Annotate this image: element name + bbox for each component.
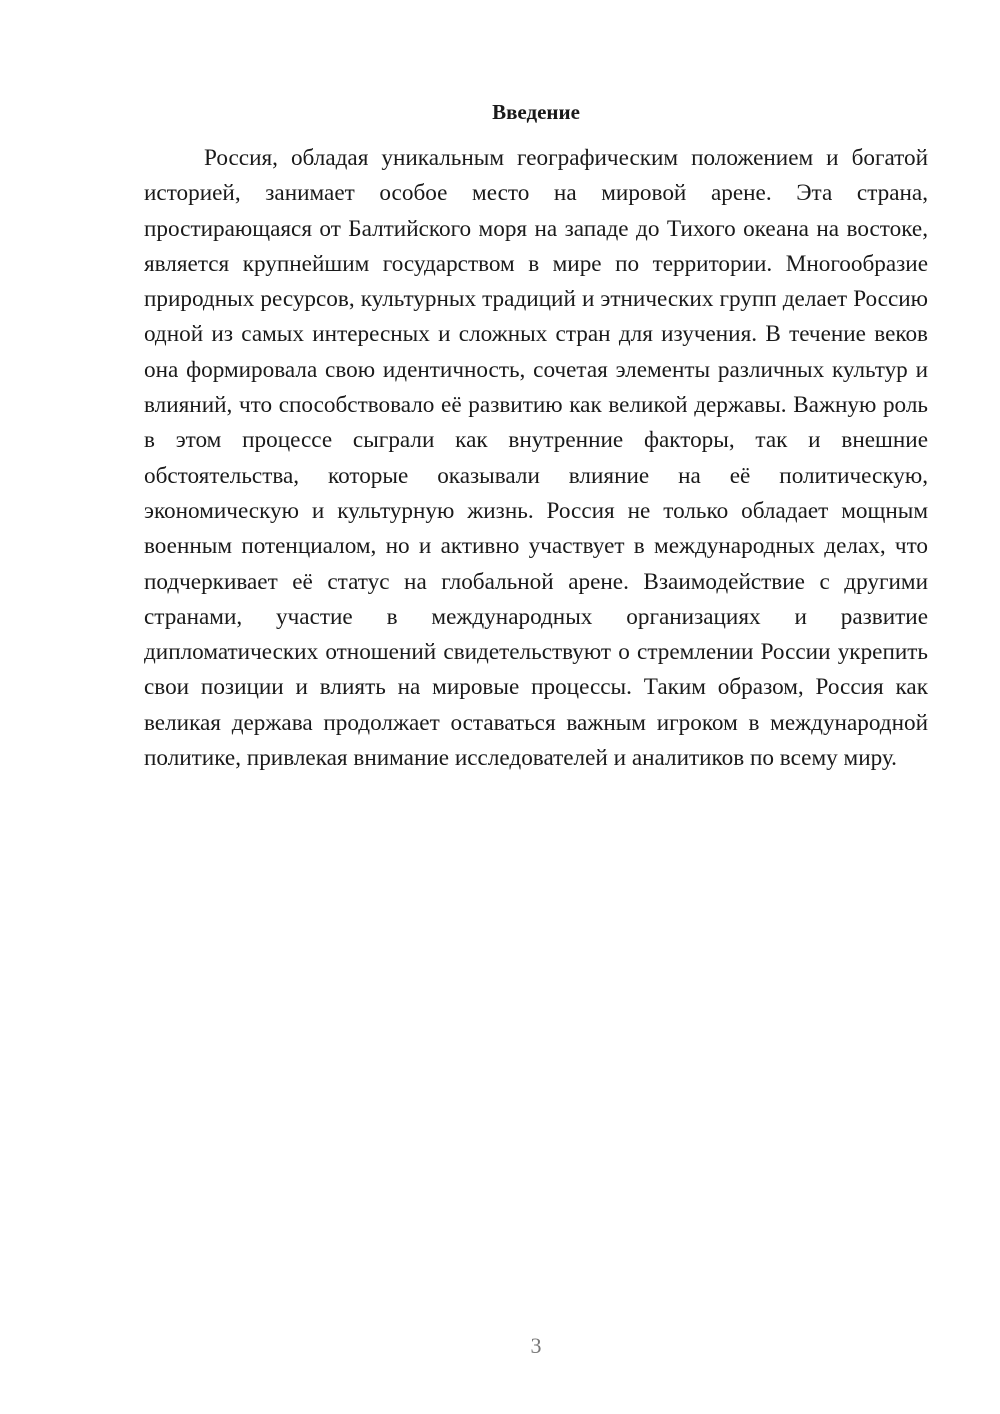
- page-number: 3: [530, 1333, 542, 1358]
- section-heading: Введение: [492, 100, 580, 124]
- introduction-paragraph: Россия, обладая уникальным географическим положением и богатой историей, занимает особое место на мировой арене. Эта страна, простирающаяся от Балтийского моря на западе до Тихого океана на востоке, является крупнейшим государством в мире по территории. Многообразие природных ресурсов, культурных традиций и этнических групп делает Россию одной из самых интересных и сложных стран для изучения. В течение веков она формировала свою идентичность, сочетая элементы различных культур и влияний, что способствовало её развитию как великой державы. Важную роль в этом процессе сыграли как внутренние факторы, так и внешние обстоятельства, которые оказывали влияние на её политическую, экономическую и культурную жизнь. Россия не только обладает мощным военным потенциалом, но и активно участвует в международных делах, что подчеркивает её статус на глобальной арене. Взаимодействие с другими странами, участие в международных организациях и развитие дипломатических отношений свидетельствуют о стремлении России укрепить свои позиции и влиять на мировые процессы. Таким образом, Россия как великая держава продолжает оставаться важным игроком в международной политике, привлекая внимание исследователей и аналитиков по всему миру.: [144, 145, 928, 772]
